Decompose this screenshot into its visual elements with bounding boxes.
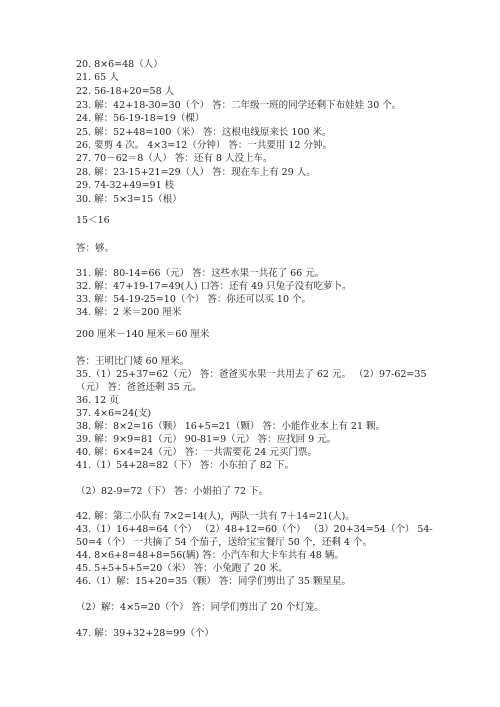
answer-line: 24. 解：56-19-18=19（棵） [76,113,205,124]
answer-line: 36. 12 页 [76,395,119,406]
answer-line: 42. 解：第二小队有 7×2=14(人)，两队一共有 7＋14=21(人)。 [76,511,355,522]
answer-line: 39. 解：9×9=81（元） 90-81=9（元） 答：应找回 9 元。 [76,434,337,445]
answer-line: 40. 解：6×4=24（元） 答：一共需要花 24 元买门票。 [76,447,317,458]
answer-line: 21. 65 人 [76,72,119,83]
answer-line: 20. 8×6=48（人） [76,59,163,70]
answer-line: 32. 解：47+19-17=49(人) 口答：还有 49 只兔子没有吃萝卜。 [76,281,352,292]
answer-line: 200 厘米－140 厘米＝60 厘米 [76,329,210,340]
answer-line: 30. 解：5×3=15（根） [76,194,182,205]
answer-line: （2）82-9=72（下） 答：小娟拍了 72 下。 [76,486,269,497]
answer-line: 27. 70－62＝8（人） 答：还有 8 人没上车。 [76,153,273,164]
answer-line: 44. 8×6+8=48+8=56(辆) 答：小汽车和大卡车共有 48 辆。 [76,550,344,561]
answer-line: 43.（1）16+48=64（个） （2）48+12=60（个） （3）20+34=54（个） 54- [76,524,433,535]
answer-line: 15＜16 [76,215,110,226]
answer-line: 23. 解：42+18-30=30（个） 答：二年级一班的同学还剩下布娃娃 30 个。 [76,100,402,111]
answer-line: 31. 解：80-14=66（元） 答：这些水果一共花了 66 元。 [76,268,325,279]
answer-line: 38. 解：8×2=16（颗） 16+5=21（颗） 答：小能作业本上有 21 颗。 [76,421,386,432]
answer-line: 46.（1）解：15+20=35（颗） 答：同学们剪出了 35 颗星星。 [76,576,351,587]
answer-line: 50=4（个） 一共摘了 54 个茄子，送给宝宝餐厅 50 个，还剩 4 个。 [76,537,372,548]
answer-line: 22. 56-18+20=58 人 [76,86,175,97]
answer-line: 34. 解：2 米＝200 厘米 [76,307,182,318]
answer-line: 33. 解：54-19-25=10（个） 答：你还可以买 10 个。 [76,294,312,305]
answer-line: 37. 4×6=24(支) [76,408,152,419]
answer-line: 28. 解：23-15+21=29（人） 答：现在车上有 29 人。 [76,167,316,178]
answer-line: 47. 解：39+32+28=99（个） [76,628,214,639]
answer-line: （元） 答：爸爸还剩 35 元。 [76,382,202,393]
answer-line: 答：够。 [76,243,115,254]
answer-line: 答：王明比门矮 60 厘米。 [76,356,190,367]
answer-line: 35.（1）25+37=62（元） 答：爸爸买水果一共用去了 62 元。 （2）97-62=35 [76,369,427,380]
answer-line: 41.（1）54+28=82（下） 答：小东拍了 82 下。 [76,460,294,471]
answer-line: 45. 5+5+5+5=20（米） 答：小兔跑了 20 米。 [76,563,288,574]
answer-line: （2）解：4×5=20（个） 答：同学们剪出了 20 个灯笼。 [76,602,324,613]
answer-line: 26. 要剪 4 次。 4×3=12（分钟） 答：一共要用 12 分钟。 [76,140,332,151]
answer-line: 29. 74-32+49=91 枝 [76,180,175,191]
answer-line: 25. 解：52+48=100（米） 答：这根电线原来长 100 米。 [76,127,332,138]
